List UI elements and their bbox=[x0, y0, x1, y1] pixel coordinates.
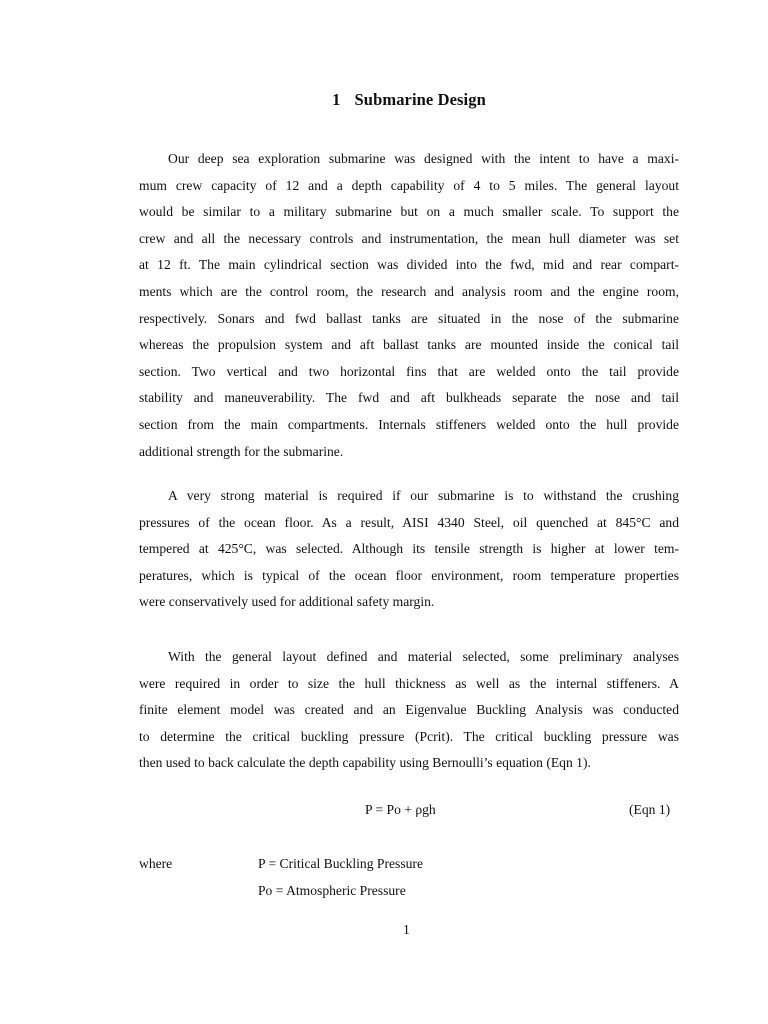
section-title: Submarine Design bbox=[354, 90, 486, 109]
text-line: A very strong material is required if our submarine is to withstand the crushing bbox=[168, 488, 679, 503]
text-line: ments which are the control room, the research and analysis room and the engine room, bbox=[139, 283, 679, 299]
text-line: pressures of the ocean floor. As a result, AISI 4340 Steel, oil quenched at 845°C and bbox=[139, 514, 679, 530]
where-label: where bbox=[139, 856, 173, 871]
text-line: were conservatively used for additional safety margin. bbox=[139, 594, 435, 610]
paragraph-material-selection bbox=[139, 483, 679, 616]
page-number: 1 bbox=[403, 922, 410, 937]
text-line: section from the main compartments. Internals stiffeners welded onto the hull provide bbox=[139, 416, 679, 432]
paragraph-preliminary-analyses bbox=[139, 644, 679, 777]
section-heading bbox=[0, 90, 768, 110]
variable-definition: Po = Atmospheric Pressure bbox=[258, 883, 406, 898]
text-line: section. Two vertical and two horizontal fins that are welded onto the tail provide bbox=[139, 363, 679, 379]
text-line: stability and maneuverability. The fwd and aft bulkheads separate the nose and tail bbox=[139, 390, 679, 406]
text-line: With the general layout defined and material selected, some preliminary analyses bbox=[168, 649, 679, 664]
variable-definition: P = Critical Buckling Pressure bbox=[258, 856, 423, 871]
text-line: tempered at 425°C, was selected. Although its tensile strength is higher at lower tem- bbox=[139, 541, 679, 557]
text-line: would be similar to a military submarine but on a much smaller scale. To support the bbox=[139, 204, 679, 220]
text-line: Our deep sea exploration submarine was designed with the intent to have a maxi- bbox=[168, 151, 679, 166]
text-line: additional strength for the submarine. bbox=[139, 443, 344, 459]
text-line: crew and all the necessary controls and instrumentation, the mean hull diameter was set bbox=[139, 230, 679, 246]
equation-label: (Eqn 1) bbox=[629, 802, 671, 817]
paragraph-submarine-layout bbox=[139, 146, 679, 465]
text-line: at 12 ft. The main cylindrical section was divided into the fwd, mid and rear compart- bbox=[139, 257, 679, 273]
text-line: then used to back calculate the depth capability using Bernoulli’s equation (Eqn 1). bbox=[139, 755, 591, 771]
text-line: peratures, which is typical of the ocean floor environment, room temperature properties bbox=[139, 567, 679, 583]
text-line: respectively. Sonars and fwd ballast tanks are situated in the nose of the submarine bbox=[139, 310, 679, 326]
text-line: whereas the propulsion system and aft ballast tanks are mounted inside the conical tail bbox=[139, 337, 679, 353]
text-line: mum crew capacity of 12 and a depth capability of 4 to 5 miles. The general layout bbox=[139, 177, 679, 193]
section-number: 1 bbox=[332, 90, 341, 109]
text-line: finite element model was created and an Eigenvalue Buckling Analysis was conducted bbox=[139, 702, 679, 718]
text-line: were required in order to size the hull thickness as well as the internal stiffeners. A bbox=[139, 675, 679, 691]
equation: P = Po + ρgh bbox=[365, 802, 436, 817]
text-line: to determine the critical buckling pressure (Pcrit). The critical buckling pressure was bbox=[139, 728, 679, 744]
